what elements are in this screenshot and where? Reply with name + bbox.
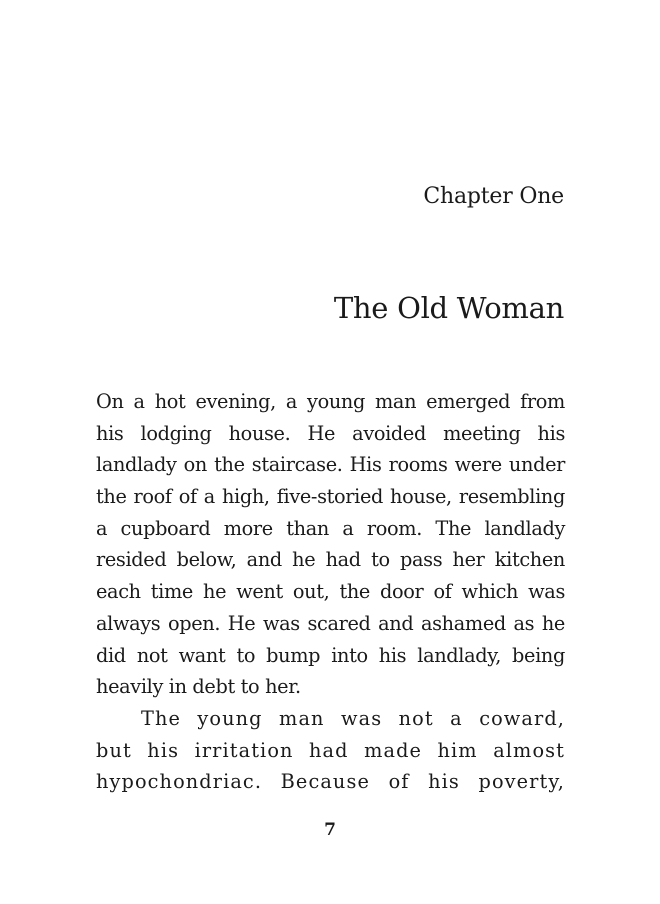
chapter-title: The Old Woman bbox=[333, 291, 564, 325]
body-line: did not want to bump into his landlady, being bbox=[96, 643, 565, 667]
body-line: heavily in debt to her. bbox=[96, 675, 301, 699]
body-line: On a hot evening, a young man emerged from bbox=[96, 390, 565, 413]
body-line: always open. He was scared and ashamed as he bbox=[96, 611, 565, 635]
body-line: a cupboard more than a room. The landlady bbox=[96, 516, 565, 540]
body-line: landlady on the staircase. His rooms were under bbox=[96, 453, 565, 477]
body-line: each time he went out, the door of which was bbox=[96, 580, 565, 604]
body-line: but his irritation had made him almost bbox=[96, 738, 565, 762]
body-line: his lodging house. He avoided meeting his bbox=[96, 421, 565, 445]
page-number: 7 bbox=[324, 820, 336, 840]
body-line: The young man was not a coward, bbox=[141, 706, 565, 730]
body-line: resided below, and he had to pass her kitchen bbox=[96, 548, 565, 572]
body-line: the roof of a high, five-storied house, resembling bbox=[96, 485, 565, 509]
chapter-label: Chapter One bbox=[423, 184, 564, 209]
body-text bbox=[96, 386, 565, 798]
body-line: hypochondriac. Because of his poverty, bbox=[96, 770, 565, 794]
